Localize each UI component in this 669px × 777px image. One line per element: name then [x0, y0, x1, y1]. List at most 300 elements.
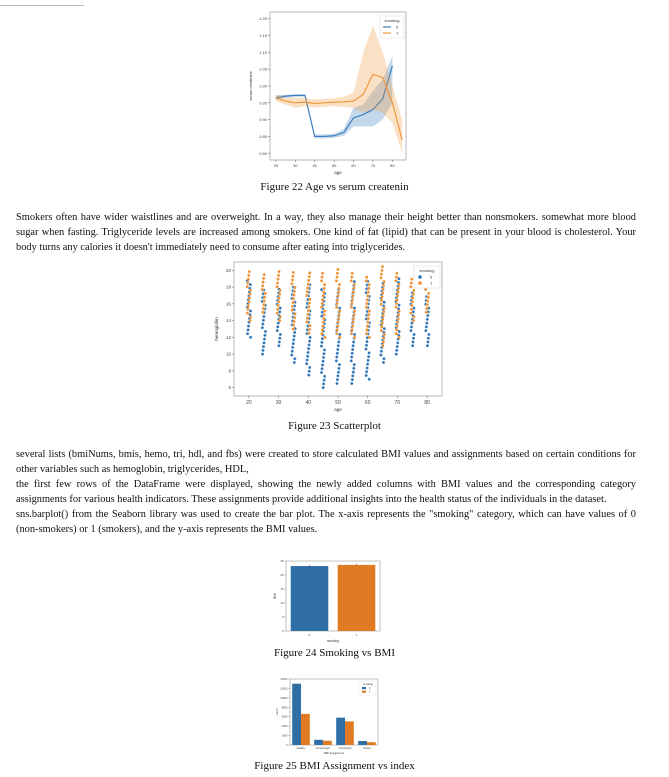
scatter-point-series-1: [279, 315, 282, 318]
scatter-point-series-1: [336, 325, 339, 328]
scatter-point-series-1: [381, 322, 384, 325]
scatter-point-series-0: [293, 361, 296, 364]
x-tick-label: 20: [273, 163, 279, 168]
scatter-point-series-1: [277, 278, 280, 281]
scatter-point-series-1: [381, 318, 384, 321]
scatter-point-series-1: [410, 278, 413, 281]
scatter-point-series-1: [337, 291, 340, 294]
y-tick-label: 4000: [281, 725, 288, 729]
scatter-point-series-0: [352, 367, 355, 370]
scatter-point-series-1: [351, 294, 354, 297]
scatter-point-series-1: [412, 315, 415, 318]
scatter-point-series-0: [365, 374, 368, 377]
scatter-point-series-0: [264, 330, 267, 333]
scatter-point-series-1: [353, 283, 356, 286]
scatter-point-series-1: [395, 328, 398, 331]
scatter-point-series-1: [322, 317, 325, 320]
scatter-point-series-1: [249, 319, 252, 322]
scatter-point-series-0: [352, 340, 355, 343]
figure-25-grouped-bar-chart: [274, 676, 382, 758]
scatter-point-series-0: [322, 386, 325, 389]
scatter-point-series-1: [291, 309, 294, 312]
scatter-point-series-0: [336, 378, 339, 381]
scatter-point-series-1: [308, 332, 311, 335]
scatter-point-series-1: [321, 272, 324, 275]
scatter-point-series-1: [247, 274, 250, 277]
scatter-point-series-1: [276, 281, 279, 284]
scatter-point-series-0: [320, 341, 323, 344]
x-tick-label: 80: [424, 400, 430, 406]
y-tick-label: 0: [281, 629, 284, 633]
scatter-point-series-1: [279, 289, 282, 292]
scatter-point-series-1: [321, 276, 324, 279]
scatter-point-series-1: [366, 321, 369, 324]
scatter-point-series-1: [381, 291, 384, 294]
scatter-point-series-0: [323, 379, 326, 382]
scatter-point-series-1: [338, 287, 341, 290]
scatter-point-series-1: [335, 306, 338, 309]
scatter-point-series-0: [262, 349, 265, 352]
scatter-point-series-1: [277, 300, 280, 303]
scatter-point-series-0: [425, 325, 428, 328]
scatter-point-series-1: [292, 328, 295, 331]
scatter-point-series-0: [336, 352, 339, 355]
scatter-point-series-1: [321, 328, 324, 331]
scatter-point-series-0: [350, 356, 353, 359]
legend-swatch-0: [362, 687, 366, 689]
bar-obese-series-0: [358, 741, 367, 745]
scatter-point-series-0: [247, 328, 250, 331]
x-tick-label: 0: [308, 633, 311, 637]
scatter-point-series-0: [262, 319, 265, 322]
scatter-point-series-1: [425, 311, 428, 314]
scatter-point-series-1: [382, 340, 385, 343]
scatter-point-series-0: [306, 355, 309, 358]
x-tick-label: 20: [246, 400, 252, 406]
legend-label-0: 0: [369, 687, 371, 690]
scatter-point-series-0: [382, 361, 385, 364]
scatter-point-series-0: [305, 362, 308, 365]
scatter-point-series-1: [278, 270, 281, 273]
y-tick-label: 14000: [280, 678, 288, 681]
x-axis-label: BMI assignment: [323, 751, 345, 755]
scatter-point-series-1: [262, 277, 265, 280]
scatter-point-series-1: [366, 298, 369, 301]
paragraph-text: Smokers often have wider waistlines and are overweight. In a way, they also manage their height better than nonsmokers. somewhat more blood sugar when fasting. Triglyceride levels are increased among smokers. One kind of fat (lipid) that can be present in your blood is cholesterol. Your body turns any calories it doesn't immediately need to consume after eating into triglycerides.: [16, 212, 636, 253]
scatter-point-series-1: [383, 307, 386, 310]
y-tick-label: 8000: [281, 706, 288, 710]
scatter-point-series-0: [262, 341, 265, 344]
scatter-point-series-0: [292, 338, 295, 341]
y-tick-label: 25: [280, 559, 284, 563]
scatter-point-series-1: [352, 291, 355, 294]
scatter-point-series-1: [411, 297, 414, 300]
scatter-point-series-0: [383, 301, 386, 304]
x-tick-label: Healthy: [296, 747, 306, 750]
scatter-point-series-0: [412, 340, 415, 343]
scatter-point-series-1: [335, 332, 338, 335]
legend-title: smoking: [384, 18, 400, 23]
scatter-point-series-1: [396, 325, 399, 328]
y-tick-label: 2000: [281, 734, 288, 738]
paragraph-methods: [16, 447, 636, 537]
figure-23-caption: Figure 23 Scatterplot: [288, 420, 381, 432]
figure-22-caption: Figure 22 Age vs serum createnin: [260, 181, 409, 193]
scatter-point-series-1: [396, 294, 399, 297]
y-axis-label: hemoglobin: [214, 317, 219, 341]
bar-overweight-series-1: [345, 721, 354, 745]
scatter-point-series-1: [307, 283, 310, 286]
scatter-point-series-1: [368, 283, 371, 286]
scatter-point-series-0: [338, 333, 341, 336]
scatter-point-series-1: [395, 276, 398, 279]
scatter-point-series-0: [335, 356, 338, 359]
paragraph-text-lists: several lists (bmiNums, bmis, hemo, tri, hdl, and fbs) were created to store calculated BMI values and assignments based on certain conditions for other variables such as hemoglobin, triglycerides, HDL,: [16, 449, 636, 475]
scatter-point-series-1: [263, 273, 266, 276]
figure-22-line-chart: [244, 8, 414, 180]
paragraph-text-dataframe: the first few rows of the DataFrame were displayed, showing the newly added columns with BMI values and the corresponding category assignments for various health indicators. These assignments provide additional insights into the health status of the individuals in the dataset.: [16, 479, 636, 505]
scatter-point-series-1: [394, 279, 397, 282]
scatter-point-series-0: [410, 325, 413, 328]
scatter-point-series-0: [352, 371, 355, 374]
scatter-point-series-1: [367, 287, 370, 290]
scatter-point-series-1: [307, 279, 310, 282]
scatter-point-series-1: [291, 301, 294, 304]
scatter-point-series-1: [380, 325, 383, 328]
scatter-point-series-0: [353, 307, 356, 310]
scatter-point-series-0: [291, 346, 294, 349]
scatter-point-series-1: [320, 306, 323, 309]
y-tick-label: 8: [228, 368, 231, 374]
scatter-point-series-0: [382, 357, 385, 360]
scatter-point-series-1: [382, 284, 385, 287]
scatter-point-series-0: [337, 371, 340, 374]
x-tick-label: 70: [370, 163, 376, 168]
scatter-point-series-0: [308, 340, 311, 343]
scatter-point-series-0: [335, 359, 338, 362]
paragraph-smokers: [16, 210, 636, 255]
scatter-point-series-0: [337, 367, 340, 370]
scatter-point-series-1: [262, 307, 265, 310]
scatter-point-series-0: [308, 370, 311, 373]
y-axis-label: count: [275, 708, 279, 716]
scatter-point-series-0: [398, 304, 401, 307]
scatter-point-series-0: [291, 350, 294, 353]
scatter-point-series-1: [367, 313, 370, 316]
legend-label-1: 1: [369, 690, 371, 694]
scatter-point-series-1: [261, 288, 264, 291]
scatter-point-series-1: [248, 293, 251, 296]
scatter-point-series-1: [398, 336, 401, 339]
scatter-point-series-1: [353, 336, 356, 339]
scatter-point-series-1: [381, 265, 384, 268]
scatter-point-series-1: [410, 308, 413, 311]
y-tick-label: 1.00: [259, 83, 267, 89]
scatter-point-series-1: [309, 324, 312, 327]
scatter-point-series-1: [382, 310, 385, 313]
scatter-point-series-1: [308, 302, 311, 305]
scatter-point-series-1: [336, 272, 339, 275]
scatter-point-series-0: [426, 318, 429, 321]
scatter-point-series-0: [309, 336, 312, 339]
scatter-point-series-1: [322, 294, 325, 297]
x-tick-label: 70: [394, 400, 401, 406]
scatter-point-series-1: [365, 306, 368, 309]
scatter-point-series-0: [261, 353, 264, 356]
scatter-point-series-1: [351, 328, 354, 331]
scatter-point-series-1: [263, 299, 266, 302]
scatter-point-series-0: [247, 325, 250, 328]
scatter-point-series-0: [322, 360, 325, 363]
scatter-point-series-0: [276, 329, 279, 332]
x-tick-label: 50: [335, 400, 341, 406]
scatter-point-series-1: [424, 288, 427, 291]
scatter-point-series-0: [261, 326, 264, 329]
scatter-point-series-1: [336, 302, 339, 305]
legend-title: smoking: [419, 268, 435, 273]
scatter-point-series-1: [338, 309, 341, 312]
scatter-point-series-0: [413, 333, 416, 336]
scatter-point-series-1: [321, 302, 324, 305]
scatter-point-series-1: [293, 320, 296, 323]
scatter-point-series-0: [427, 337, 430, 340]
y-tick-label: 15: [280, 587, 284, 591]
scatter-point-series-1: [409, 312, 412, 315]
bar-healthy-series-1: [301, 714, 310, 745]
scatter-point-series-1: [352, 287, 355, 290]
legend-label-0: 0: [396, 24, 399, 30]
scatter-point-series-1: [350, 276, 353, 279]
scatter-point-series-0: [249, 309, 252, 312]
scatter-point-series-0: [277, 344, 280, 347]
scatter-point-series-1: [350, 302, 353, 305]
scatter-point-series-1: [248, 297, 251, 300]
scatter-point-series-0: [365, 370, 368, 373]
scatter-point-series-0: [353, 363, 356, 366]
scatter-point-series-1: [338, 336, 341, 339]
scatter-point-series-1: [337, 317, 340, 320]
scatter-point-series-1: [410, 281, 413, 284]
scatter-point-series-1: [381, 295, 384, 298]
y-tick-label: 10000: [280, 696, 288, 700]
scatter-point-series-0: [412, 337, 415, 340]
scatter-point-series-1: [337, 321, 340, 324]
scatter-point-series-1: [336, 268, 339, 271]
scatter-point-series-1: [379, 276, 382, 279]
x-tick-label: 50: [331, 163, 337, 168]
y-tick-label: 12: [225, 334, 231, 340]
scatter-point-series-0: [336, 374, 339, 377]
legend-swatch-1: [362, 691, 366, 693]
scatter-point-series-1: [351, 298, 354, 301]
scatter-point-series-1: [380, 303, 383, 306]
scatter-point-series-1: [365, 279, 368, 282]
scatter-point-series-0: [322, 352, 325, 355]
scatter-point-series-1: [276, 285, 279, 288]
y-tick-label: 16: [225, 301, 231, 307]
y-tick-label: 0.80: [259, 150, 267, 156]
scatter-point-series-1: [276, 308, 279, 311]
y-tick-label: 0.85: [259, 133, 267, 139]
scatter-point-series-1: [291, 305, 294, 308]
scatter-point-series-0: [351, 348, 354, 351]
scatter-point-series-0: [337, 344, 340, 347]
scatter-point-series-0: [426, 344, 429, 347]
bar-smoking-0: [291, 566, 329, 631]
scatter-point-series-1: [322, 291, 325, 294]
scatter-point-series-0: [278, 340, 281, 343]
scatter-point-series-1: [381, 344, 384, 347]
y-tick-label: 14: [225, 318, 231, 324]
scatter-point-series-0: [366, 363, 369, 366]
scatter-point-series-1: [293, 290, 296, 293]
scatter-point-series-1: [322, 321, 325, 324]
scatter-point-series-1: [367, 317, 370, 320]
scatter-point-series-1: [397, 317, 400, 320]
scatter-point-series-0: [396, 345, 399, 348]
scatter-point-series-0: [411, 344, 414, 347]
y-tick-label: 10: [280, 601, 284, 605]
figure-25-caption: Figure 25 BMI Assignment vs index: [254, 760, 415, 772]
scatter-point-series-0: [263, 338, 266, 341]
scatter-point-series-1: [397, 287, 400, 290]
scatter-point-series-0: [395, 349, 398, 352]
y-tick-label: 20: [225, 267, 231, 273]
scatter-point-series-1: [395, 332, 398, 335]
x-axis-label: age: [334, 170, 342, 175]
scatter-point-series-1: [246, 312, 249, 315]
scatter-point-series-1: [350, 306, 353, 309]
scatter-point-series-0: [380, 350, 383, 353]
scatter-point-series-1: [383, 280, 386, 283]
scatter-point-series-0: [292, 342, 295, 345]
scatter-point-series-1: [395, 306, 398, 309]
scatter-point-series-1: [308, 298, 311, 301]
scatter-point-series-1: [278, 319, 281, 322]
scatter-point-series-0: [365, 340, 368, 343]
scatter-point-series-0: [278, 337, 281, 340]
scatter-point-series-1: [306, 313, 309, 316]
legend-label-0: 0: [430, 274, 433, 280]
scatter-point-series-1: [397, 313, 400, 316]
scatter-point-series-0: [323, 375, 326, 378]
scatter-point-series-0: [379, 353, 382, 356]
scatter-point-series-1: [246, 285, 249, 288]
scatter-point-series-1: [308, 328, 311, 331]
scatter-point-series-0: [350, 382, 353, 385]
scatter-point-series-0: [306, 358, 309, 361]
x-tick-label: Underweight: [315, 747, 331, 750]
scatter-point-series-1: [382, 337, 385, 340]
scatter-point-series-1: [291, 275, 294, 278]
legend-title: smoking: [363, 683, 373, 686]
scatter-point-series-1: [338, 283, 341, 286]
scatter-point-series-1: [321, 298, 324, 301]
scatter-point-series-0: [352, 344, 355, 347]
scatter-point-series-1: [308, 271, 311, 274]
scatter-point-series-1: [292, 271, 295, 274]
scatter-point-series-1: [277, 274, 280, 277]
scatter-point-series-1: [337, 294, 340, 297]
y-tick-label: 0.90: [259, 117, 267, 123]
scatter-point-series-1: [278, 293, 281, 296]
scatter-point-series-1: [365, 276, 368, 279]
scatter-point-series-0: [353, 280, 356, 283]
scatter-point-series-1: [380, 329, 383, 332]
x-axis-label: age: [334, 407, 342, 412]
scatter-point-series-0: [249, 283, 252, 286]
x-tick-label: 60: [351, 163, 356, 168]
scatter-point-series-1: [426, 303, 429, 306]
scatter-point-series-1: [410, 304, 413, 307]
scatter-point-series-1: [247, 300, 250, 303]
scatter-point-series-0: [366, 366, 369, 369]
scatter-point-series-1: [395, 272, 398, 275]
scatter-point-series-0: [321, 367, 324, 370]
scatter-point-series-1: [336, 298, 339, 301]
scatter-point-series-1: [365, 302, 368, 305]
scatter-point-series-1: [382, 288, 385, 291]
scatter-point-series-0: [321, 364, 324, 367]
scatter-point-series-0: [308, 366, 311, 369]
scatter-point-series-1: [382, 314, 385, 317]
scatter-point-series-1: [248, 270, 251, 273]
legend-swatch-0: [418, 275, 422, 279]
figure-24-bar-chart: [272, 557, 384, 645]
paragraph-text-barplot: sns.barplot() from the Seaborn library was used to create the bar plot. The x-axis represents the "smoking" category, which can have values of 0 (non-smokers) or 1 (smokers), and the y-axis represents the BMI values.: [16, 509, 636, 535]
scatter-point-series-1: [246, 308, 249, 311]
scatter-point-series-1: [263, 296, 266, 299]
scatter-point-series-1: [320, 279, 323, 282]
scatter-point-series-0: [367, 359, 370, 362]
y-tick-label: 6000: [281, 715, 288, 719]
bar-overweight-series-0: [336, 718, 345, 745]
scatter-point-series-1: [261, 284, 264, 287]
bar-obese-series-1: [367, 742, 376, 745]
scatter-point-series-1: [293, 286, 296, 289]
y-tick-label: 0.95: [259, 100, 267, 106]
scatter-point-series-0: [367, 355, 370, 358]
y-tick-label: 0: [286, 744, 288, 747]
scatter-point-series-0: [396, 341, 399, 344]
figure-24-caption: Figure 24 Smoking vs BMI: [273, 647, 395, 659]
scatter-point-series-1: [351, 272, 354, 275]
scatter-point-series-1: [338, 313, 341, 316]
scatter-point-series-0: [263, 334, 266, 337]
scatter-point-series-0: [290, 353, 293, 356]
scatter-point-series-1: [294, 312, 297, 315]
x-tick-label: 40: [305, 400, 312, 406]
scatter-point-series-0: [424, 329, 427, 332]
y-axis-label: BMI: [273, 593, 277, 599]
scatter-point-series-1: [427, 292, 430, 295]
scatter-point-series-1: [383, 333, 386, 336]
scatter-point-series-0: [398, 330, 401, 333]
scatter-point-series-0: [365, 344, 368, 347]
scatter-point-series-0: [262, 315, 265, 318]
scatter-point-series-1: [247, 304, 250, 307]
x-tick-label: 60: [364, 400, 371, 406]
scatter-point-series-1: [292, 324, 295, 327]
scatter-point-series-1: [262, 303, 265, 306]
scatter-point-series-1: [305, 294, 308, 297]
y-tick-label: 12000: [280, 687, 288, 691]
scatter-point-series-0: [246, 332, 249, 335]
scatter-point-series-0: [364, 348, 367, 351]
scatter-point-series-0: [320, 345, 323, 348]
scatter-point-series-1: [367, 291, 370, 294]
legend-swatch-1: [418, 281, 422, 285]
